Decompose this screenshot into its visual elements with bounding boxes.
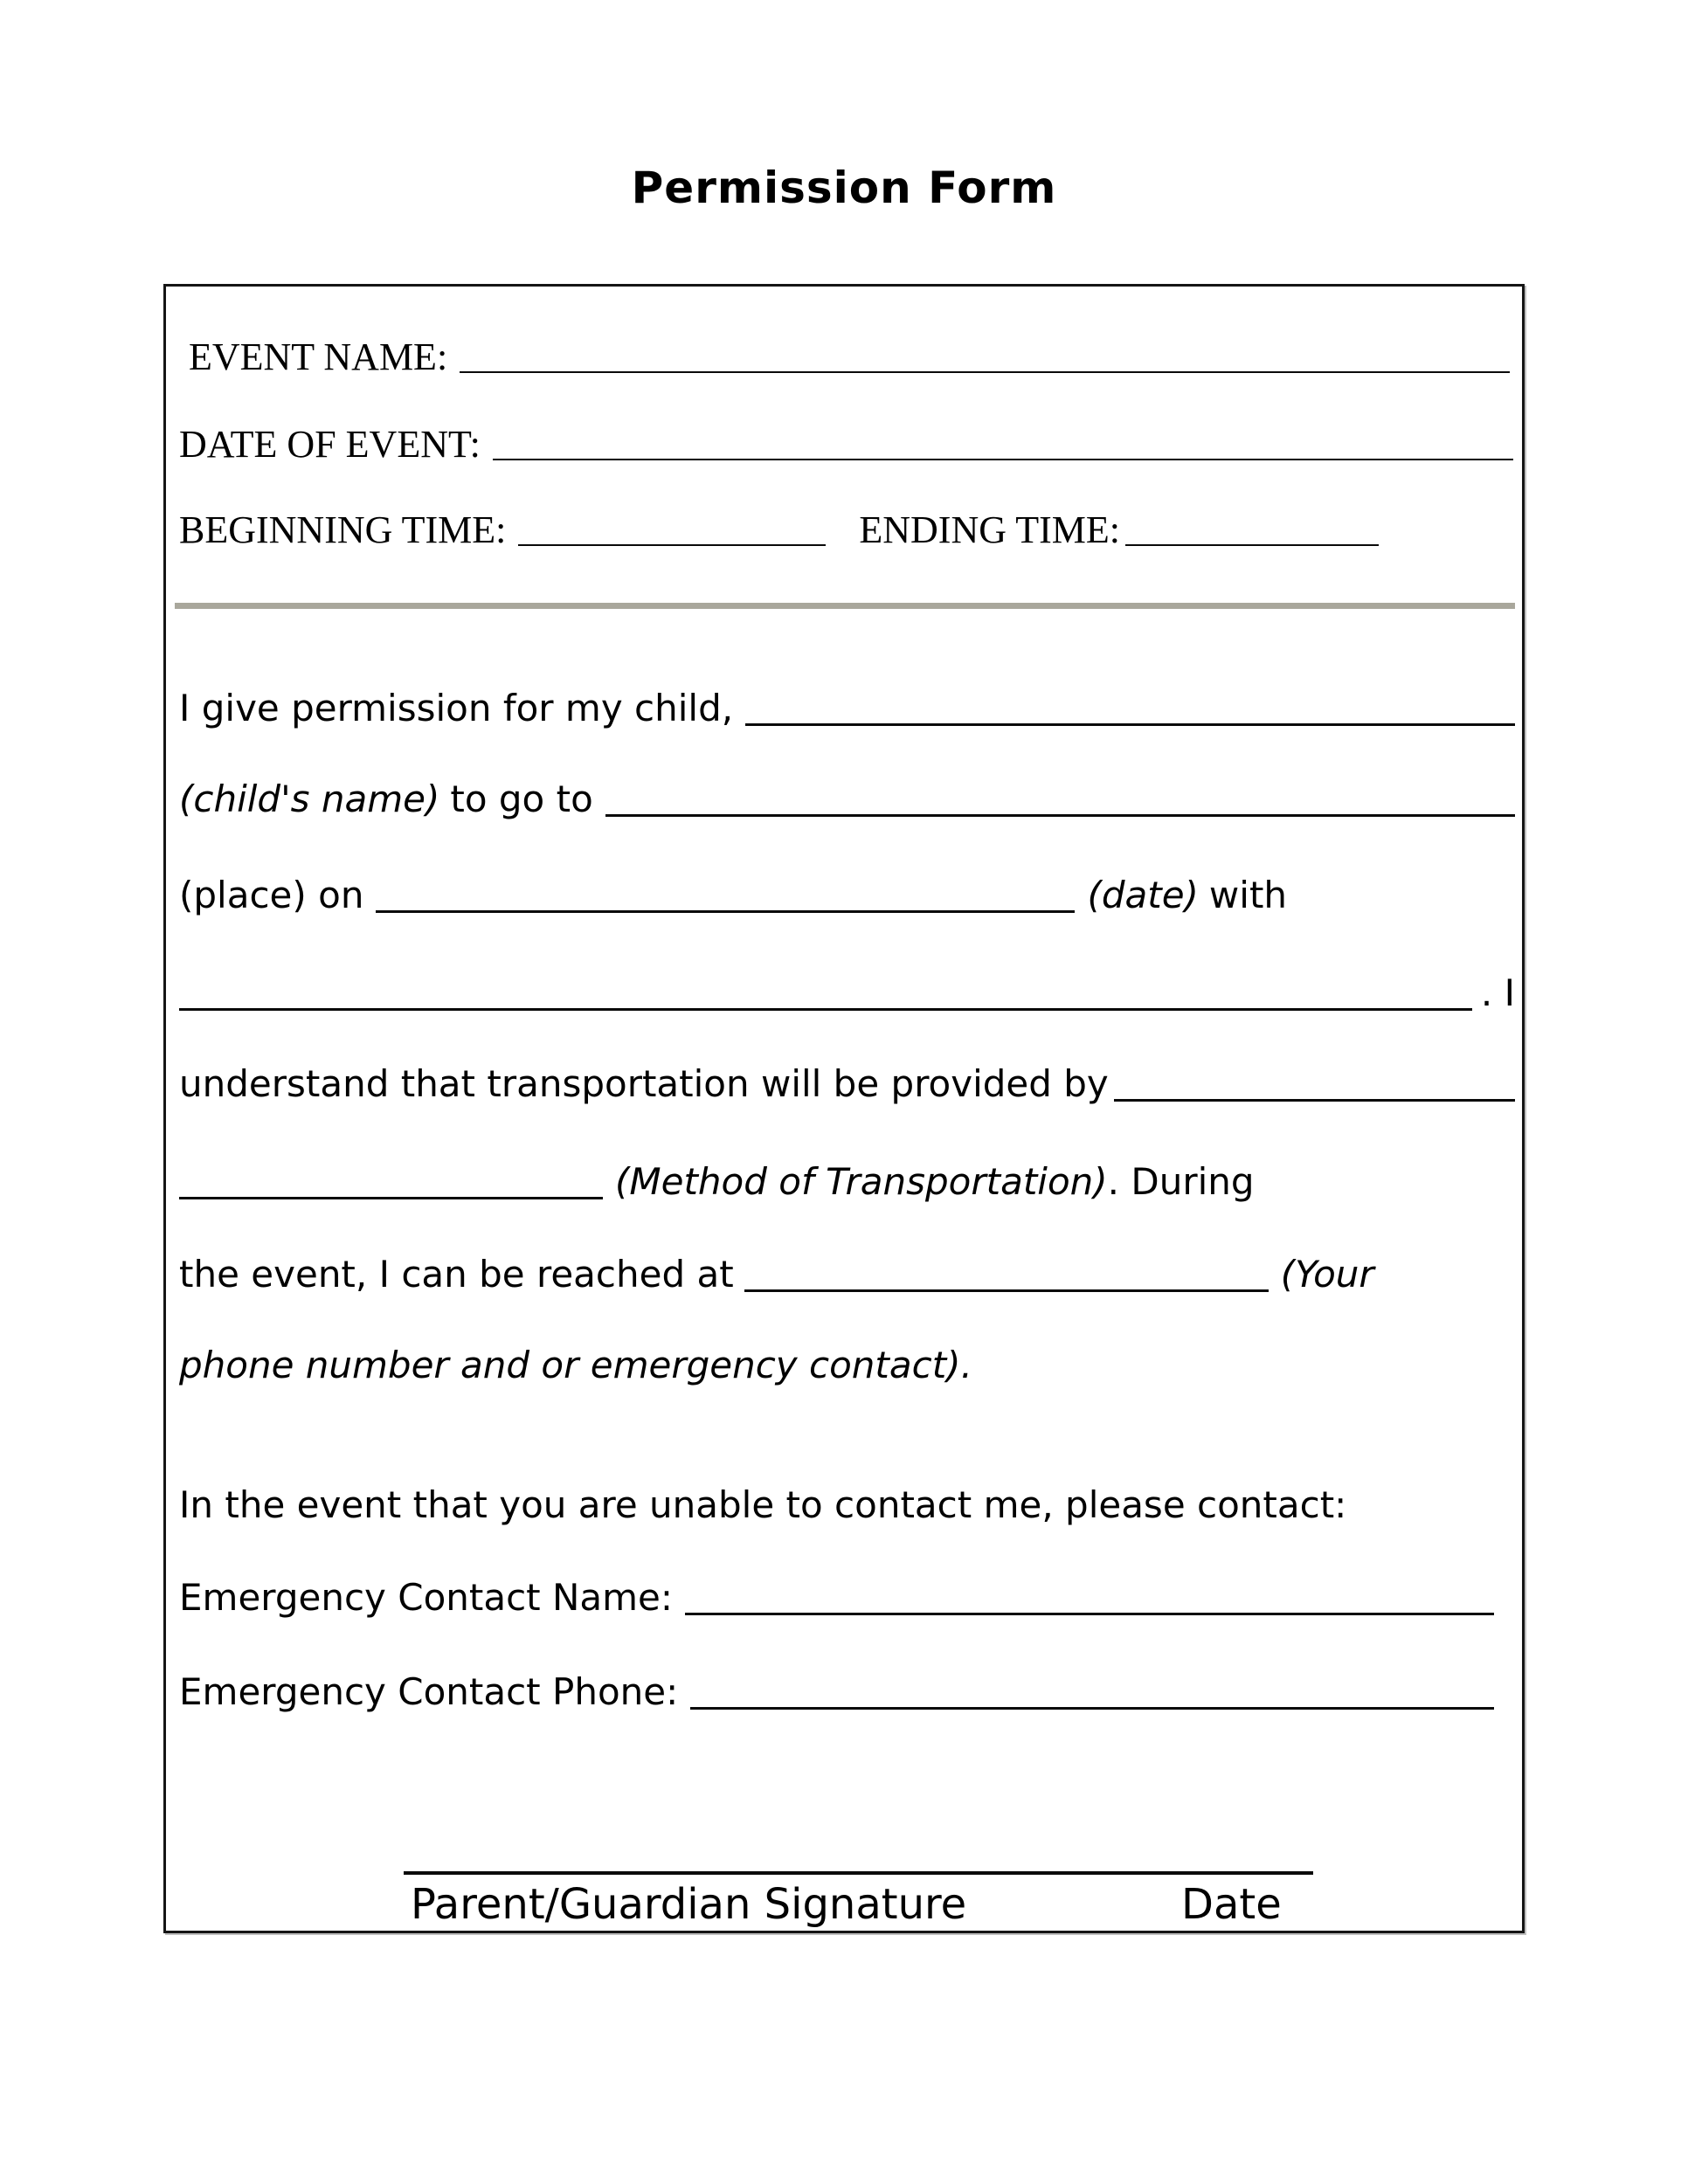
permission-line-7 xyxy=(179,1253,1374,1296)
date-blank[interactable] xyxy=(376,909,1075,913)
event-name-label: EVENT NAME: xyxy=(189,335,448,378)
permission-intro-text: I give permission for my child, xyxy=(179,687,734,729)
date-of-event-blank[interactable] xyxy=(493,458,1513,460)
permission-line-2 xyxy=(179,778,1515,820)
beginning-time-label: BEGINNING TIME: xyxy=(179,508,507,551)
date-hint: (date) xyxy=(1087,874,1199,916)
event-name-blank[interactable] xyxy=(460,370,1510,373)
child-name-blank[interactable] xyxy=(745,722,1515,726)
section-divider xyxy=(175,603,1515,609)
ending-time-label: ENDING TIME: xyxy=(859,508,1120,551)
place-blank[interactable] xyxy=(605,813,1515,817)
to-go-to-text: to go to xyxy=(450,778,593,820)
parent-guardian-signature-label: Parent/Guardian Signature xyxy=(411,1880,967,1929)
form-box xyxy=(163,284,1525,1933)
emergency-phone-blank[interactable] xyxy=(690,1706,1494,1710)
place-on-text: (place) on xyxy=(179,874,364,916)
phone-blank[interactable] xyxy=(744,1289,1269,1292)
during-text: . During xyxy=(1107,1160,1255,1203)
period-i-text: . I xyxy=(1480,971,1515,1014)
transport-blank-2[interactable] xyxy=(179,1196,603,1199)
reached-text: the event, I can be reached at xyxy=(179,1253,734,1296)
emergency-phone-row xyxy=(179,1670,1494,1713)
transport-blank-1[interactable] xyxy=(1114,1098,1515,1102)
times-row xyxy=(179,508,1379,552)
permission-line-4 xyxy=(179,971,1515,1014)
permission-line-8 xyxy=(179,1344,972,1386)
contact-intro-row xyxy=(179,1483,1346,1526)
permission-line-3 xyxy=(179,874,1287,916)
emergency-name-row xyxy=(179,1576,1494,1619)
permission-line-6 xyxy=(179,1160,1255,1203)
transport-text: understand that transportation will be provided by xyxy=(179,1062,1109,1105)
date-of-event-row xyxy=(179,422,1513,467)
permission-line-1 xyxy=(179,687,1515,729)
with-text: with xyxy=(1208,874,1288,916)
phone-hint: phone number and or emergency contact). xyxy=(179,1344,972,1386)
permission-line-5 xyxy=(179,1062,1515,1105)
companion-blank[interactable] xyxy=(179,1007,1472,1011)
emergency-name-blank[interactable] xyxy=(685,1612,1494,1615)
contact-intro-text: In the event that you are unable to contact me, please contact: xyxy=(179,1483,1347,1526)
signature-line[interactable] xyxy=(404,1871,1313,1875)
ending-time-blank[interactable] xyxy=(1125,543,1379,546)
method-hint: (Method of Transportation) xyxy=(615,1160,1108,1203)
emergency-phone-label: Emergency Contact Phone: xyxy=(179,1670,679,1713)
signature-date-label: Date xyxy=(1181,1880,1282,1929)
your-hint: (Your xyxy=(1280,1253,1374,1296)
beginning-time-blank[interactable] xyxy=(518,543,826,546)
event-name-row xyxy=(189,335,1510,379)
date-of-event-label: DATE OF EVENT: xyxy=(179,423,481,466)
page-title: Permission Form xyxy=(631,162,1057,213)
childs-name-hint: (child's name) xyxy=(179,778,440,820)
emergency-name-label: Emergency Contact Name: xyxy=(179,1576,674,1619)
